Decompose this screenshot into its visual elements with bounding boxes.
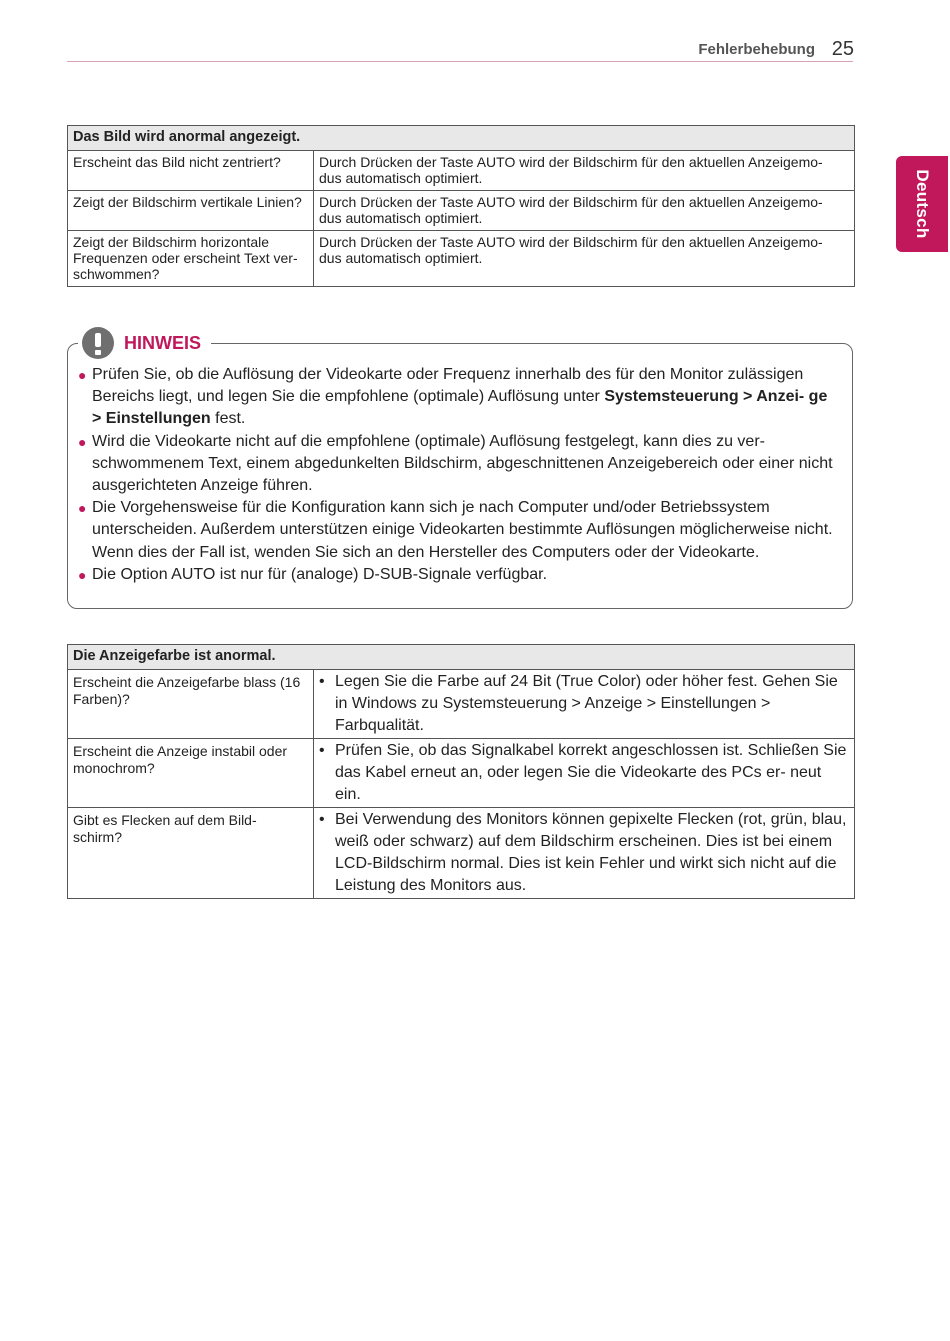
table-title: Die Anzeigefarbe ist anormal. [68,645,855,670]
answer-cell: • Bei Verwendung des Monitors können gepixelte Flecken (rot, grün, blau, weiß oder schwarz) auf dem Bildschirm erscheinen. Dies ist bei einem LCD-Bildschirm normal. Dies ist kein Fehler und wirkt sich nicht auf die Leistung des Monitors aus. [314,808,855,899]
troubleshooting-table-image [67,125,855,287]
language-tab-label: Deutsch [913,169,932,239]
answer-cell: Durch Drücken der Taste AUTO wird der Bildschirm für den aktuellen Anzeigemo- dus automatisch optimiert. [314,231,855,287]
note-title: HINWEIS [124,332,202,353]
note-item: ● Wird die Videokarte nicht auf die empfohlene (optimale) Auflösung festgelegt, kann dies zu ver- schwommenem Text, einem abgedunkelten Bildschirm, abgeschnittenen Anzeigebereich oder einer nicht ausgerichteten Anzeige führen. [78,431,838,498]
bullet-icon: • [319,811,325,828]
question-cell: Gibt es Flecken auf dem Bild- schirm? [68,808,314,899]
question-cell: Erscheint das Bild nicht zentriert? [68,151,314,191]
note-header [78,325,211,361]
answer-cell: • Prüfen Sie, ob das Signalkabel korrekt angeschlossen ist. Schließen Sie das Kabel erneut an, oder legen Sie die Videokarte des PCs er- neut ein. [314,739,855,808]
table-title: Das Bild wird anormal angezeigt. [68,126,855,151]
question-cell: Zeigt der Bildschirm vertikale Linien? [68,191,314,231]
table-row [68,670,855,739]
note-item: ● Prüfen Sie, ob die Auflösung der Videokarte oder Frequenz innerhalb des für den Monitor zulässigen Bereichs liegt, und legen Sie die empfohlene (optimale) Auflösung unter Systemsteuerung > Anzei- ge > Einstellungen fest. [78,364,838,431]
question-cell: Zeigt der Bildschirm horizontale Frequenzen oder erscheint Text ver- schwommen? [68,231,314,287]
answer-cell: Durch Drücken der Taste AUTO wird der Bildschirm für den aktuellen Anzeigemo- dus automatisch optimiert. [314,191,855,231]
exclamation-icon [82,327,114,359]
table-row [68,191,855,231]
bullet-icon: • [319,742,325,759]
note-list [78,364,838,586]
language-tab[interactable] [896,156,948,252]
question-cell: Erscheint die Anzeigefarbe blass (16 Farben)? [68,670,314,739]
bullet-icon: ● [78,367,87,383]
note-item: ● Die Option AUTO ist nur für (analoge) D-SUB-Signale verfügbar. [78,564,838,586]
table-row [68,151,855,191]
answer-cell: Durch Drücken der Taste AUTO wird der Bildschirm für den aktuellen Anzeigemo- dus automatisch optimiert. [314,151,855,191]
page-number: 25 [831,38,854,60]
note-item: ● Die Vorgehensweise für die Konfiguration kann sich je nach Computer und/oder Betriebssystem unterscheiden. Außerdem unterstützen einige Videokarten bestimmte Auflösungen möglicherweise nicht. Wenn dies der Fall ist, wenden Sie sich an den Hersteller des Computers oder der Videokarte. [78,497,838,564]
bullet-icon: ● [78,433,87,450]
table-row [68,739,855,808]
table-row [68,231,855,287]
header-rule [67,61,853,62]
bullet-icon: ● [78,566,87,583]
table-row [68,808,855,899]
answer-cell: • Legen Sie die Farbe auf 24 Bit (True Color) oder höher fest. Gehen Sie in Windows zu Systemsteuerung > Anzeige > Einstellungen > Farbqualität. [314,670,855,739]
bullet-icon: ● [78,500,87,517]
question-cell: Erscheint die Anzeige instabil oder monochrom? [68,739,314,808]
bullet-icon: • [319,673,325,690]
section-title: Fehlerbehebung [698,41,815,58]
menu-path: Systemsteuerung > Anzei- ge > Einstellungen [92,388,828,428]
troubleshooting-table-color [67,644,855,899]
